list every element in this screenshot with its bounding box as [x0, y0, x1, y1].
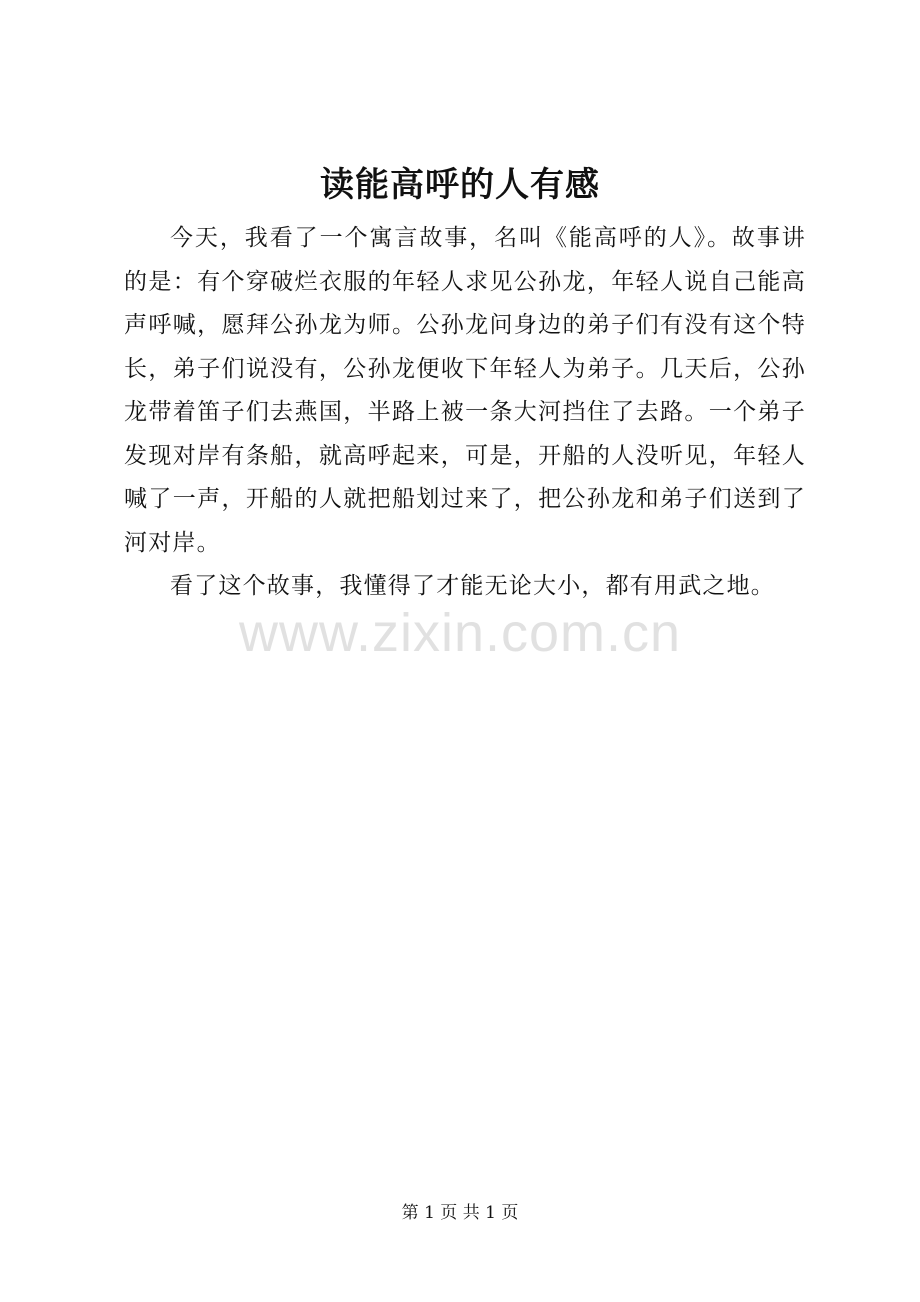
watermark: www.zixin.com.cn [238, 603, 682, 663]
page-footer: 第 1 页 共 1 页 [401, 1203, 519, 1223]
document-body [124, 217, 806, 609]
document-title: 读能高呼的人有感 [320, 165, 600, 205]
paragraph-1: 今天，我看了一个寓言故事，名叫《能高呼的人》。故事讲的是：有个穿破烂衣服的年轻人求见公孙龙，年轻人说自己能高声呼喊，愿拜公孙龙为师。公孙龙问身边的弟子们有没有这个特长，弟子们说没有，公孙龙便收下年轻人为弟子。几天后，公孙龙带着笛子们去燕国，半路上被一条大河挡住了去路。一个弟子发现对岸有条船，就高呼起来，可是，开船的人没听见，年轻人喊了一声，开船的人就把船划过来了，把公孙龙和弟子们送到了河对岸。 [124, 225, 806, 556]
paragraph-2: 看了这个故事，我懂得了才能无论大小，都有用武之地。 [170, 573, 775, 599]
